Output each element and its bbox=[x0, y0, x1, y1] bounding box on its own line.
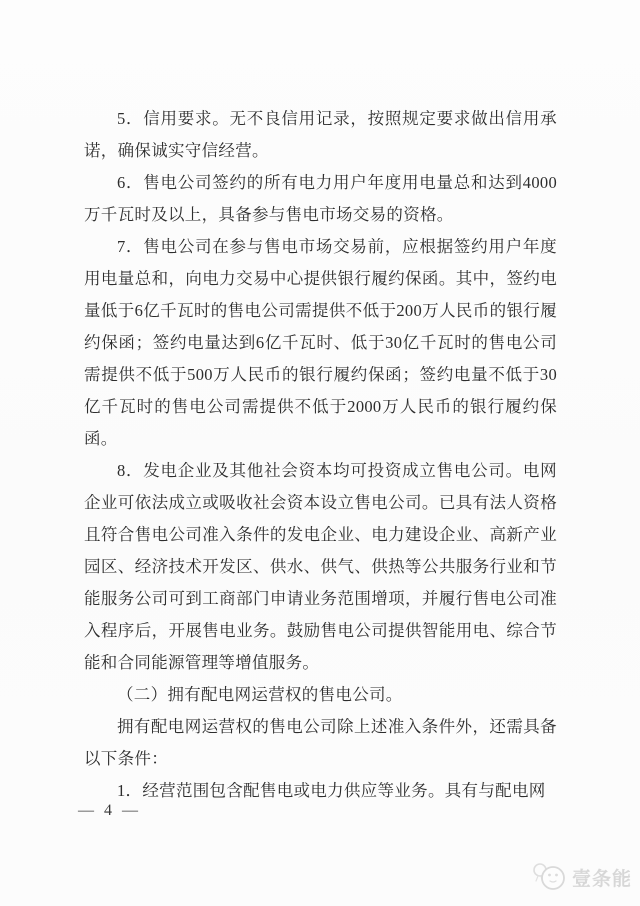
watermark bbox=[531, 860, 632, 894]
paragraph-7-bank-guarantee: 7．售电公司在参与售电市场交易前，应根据签约用户年度用电量总和，向电力交易中心提供银行履约保函。其中，签约电量低于6亿千瓦时的售电公司需提供不低于200万人民币的银行履约保函；签约电量达到6亿千瓦时、低于30亿千瓦时的售电公司需提供不低于500万人民币的银行履约保函；签约电量不低于30亿千瓦时的售电公司需提供不低于2000万人民币的银行履约保函。 bbox=[84, 237, 557, 448]
paragraph-8-investment-rules: 8．发电企业及其他社会资本均可投资成立售电公司。电网企业可依法成立或吸收社会资本设立售电公司。已具有法人资格且符合售电公司准入条件的发电企业、电力建设企业、高新产业园区、经济技术开发区、供水、供气、供热等公共服务行业和节能服务公司可到工商部门申请业务范围增项，并履行售电公司准入程序后，开展售电业务。鼓励售电公司提供智能用电、综合节能和合同能源管理等增值服务。 bbox=[84, 461, 557, 672]
paragraph-1-business-scope: 1．经营范围包含配售电或电力供应等业务。具有与配电网 bbox=[117, 781, 546, 800]
paragraph-5-credit-requirement: 5．信用要求。无不良信用记录，按照规定要求做出信用承诺，确保诚实守信经营。 bbox=[84, 109, 557, 160]
page-number: — 4 — bbox=[78, 802, 141, 819]
paragraph-distribution-conditions-intro: 拥有配电网运营权的售电公司除上述准入条件外，还需具备以下条件： bbox=[84, 717, 557, 768]
section-heading-2-distribution-grid: （二）拥有配电网运营权的售电公司。 bbox=[117, 685, 403, 704]
watermark-bubbles-face-logo-icon bbox=[531, 860, 569, 894]
document-text-block bbox=[84, 103, 557, 807]
paragraph-6-contracted-volume: 6．售电公司签约的所有电力用户年度用电量总和达到4000万千瓦时及以上，具备参与售电市场交易的资格。 bbox=[84, 173, 557, 224]
watermark-label: 壹条能 bbox=[571, 868, 632, 890]
